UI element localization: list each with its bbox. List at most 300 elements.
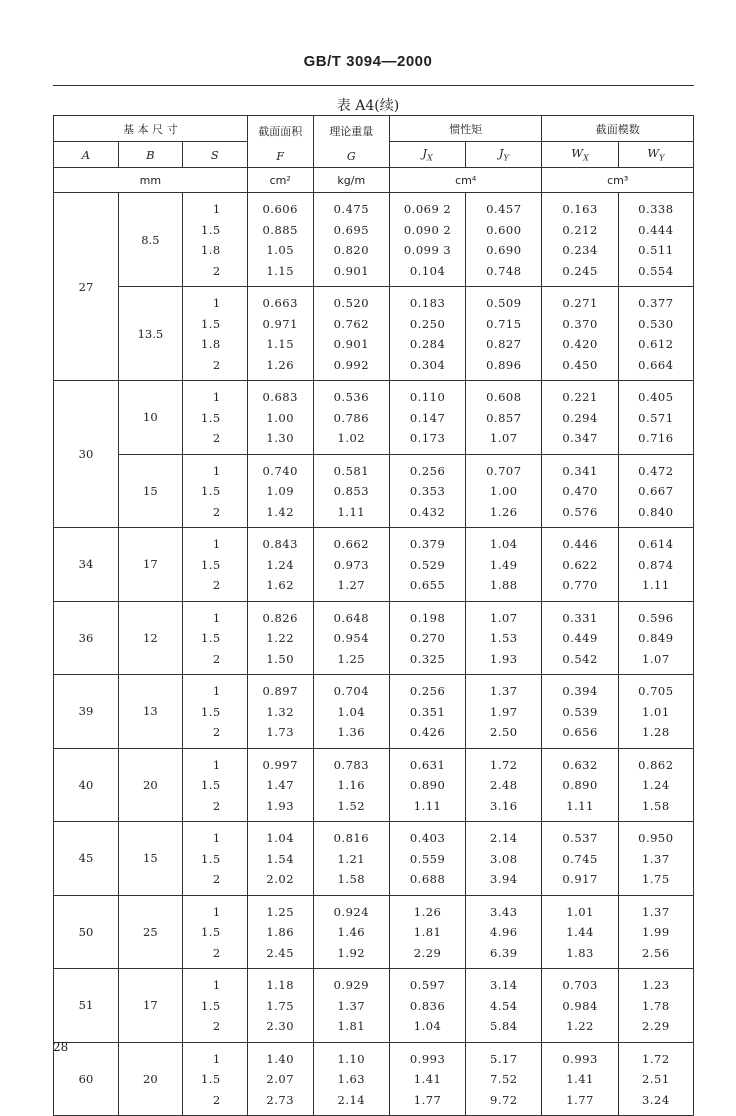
value: 0.648 xyxy=(333,610,370,625)
value: 1.53 xyxy=(490,631,518,645)
value: 1.5 xyxy=(200,316,221,331)
value: 1.22 xyxy=(266,631,295,645)
symbol-B: B xyxy=(118,142,182,168)
value: 0.571 xyxy=(638,410,674,425)
table-row xyxy=(54,381,694,455)
cell-Jx xyxy=(389,287,465,381)
value: 0.971 xyxy=(262,316,298,331)
area-header-label: 截面面积 xyxy=(258,125,303,138)
value: 1.04 xyxy=(490,537,518,551)
unit-cm3: cm³ xyxy=(542,168,694,193)
value: 1.11 xyxy=(413,798,442,813)
value: 1 xyxy=(212,1051,221,1066)
value: 1.15 xyxy=(266,337,295,351)
value: 0.347 xyxy=(562,431,598,445)
cell-Wy xyxy=(618,822,693,896)
value: 1.05 xyxy=(266,243,295,257)
cell-G xyxy=(313,528,389,602)
value: 1.41 xyxy=(566,1072,594,1086)
value: 2 xyxy=(212,798,221,813)
value: 0.857 xyxy=(486,410,522,425)
weight-header-label: 理论重量 xyxy=(329,125,374,138)
value: 1.5 xyxy=(200,851,221,866)
value: 0.849 xyxy=(638,631,674,645)
cell-Jx xyxy=(389,675,465,749)
value: 1.18 xyxy=(266,978,295,992)
value: 0.426 xyxy=(409,725,446,739)
value: 2.29 xyxy=(642,1019,670,1033)
value: 0.163 xyxy=(562,202,598,216)
cell-Jy xyxy=(466,895,542,969)
value: 0.403 xyxy=(409,831,446,845)
value: 1.5 xyxy=(200,222,221,237)
cell-S xyxy=(182,895,247,969)
value: 0.559 xyxy=(409,851,446,866)
value: 0.695 xyxy=(333,222,370,237)
symbol-Wy-letter: W xyxy=(647,146,660,161)
value: 1.93 xyxy=(490,651,518,666)
value: 0.539 xyxy=(562,704,598,719)
cell-A: 34 xyxy=(54,528,119,602)
cell-Wx xyxy=(542,822,618,896)
value: 1.72 xyxy=(642,1051,670,1066)
value: 0.703 xyxy=(562,978,598,992)
value: 0.662 xyxy=(333,537,370,551)
cell-A: 50 xyxy=(54,895,119,969)
cell-Wx xyxy=(542,1042,618,1116)
value: 1.01 xyxy=(566,904,594,919)
value: 1.37 xyxy=(337,998,366,1013)
value: 2 xyxy=(212,945,221,960)
table-row xyxy=(54,969,694,1043)
value: 1.27 xyxy=(337,578,366,592)
value: 1.09 xyxy=(266,484,295,498)
value: 1.5 xyxy=(200,631,221,645)
value: 1.86 xyxy=(266,925,295,939)
table-row xyxy=(54,454,694,528)
value: 0.457 xyxy=(486,202,522,216)
value: 1.23 xyxy=(642,978,670,992)
value: 1.58 xyxy=(337,872,366,886)
standard-code: GB/T 3094—2000 xyxy=(303,53,433,70)
value: 0.853 xyxy=(333,484,370,498)
value: 1.97 xyxy=(490,704,518,719)
value: 1.26 xyxy=(490,504,518,519)
value: 0.897 xyxy=(262,684,298,698)
value: 2.45 xyxy=(266,945,295,960)
value: 0.270 xyxy=(409,631,446,645)
value: 0.762 xyxy=(333,316,370,331)
value: 1 xyxy=(212,831,221,845)
inertia-header: 惯性矩 xyxy=(389,116,542,142)
value: 0.992 xyxy=(333,357,370,372)
value: 1.30 xyxy=(266,431,295,445)
cell-Jy xyxy=(466,528,542,602)
value: 1.81 xyxy=(413,925,442,939)
value: 1.21 xyxy=(337,851,366,866)
value: 1.01 xyxy=(642,704,670,719)
cell-Jx xyxy=(389,748,465,822)
cell-Wx xyxy=(542,895,618,969)
value: 0.688 xyxy=(409,872,446,886)
value: 1.11 xyxy=(337,504,366,519)
value: 0.294 xyxy=(562,410,598,425)
cell-B: 13.5 xyxy=(118,287,182,381)
value: 2.07 xyxy=(266,1072,295,1086)
value: 0.147 xyxy=(409,410,446,425)
value: 1.72 xyxy=(490,757,518,772)
cell-S xyxy=(182,675,247,749)
cell-G xyxy=(313,822,389,896)
value: 0.353 xyxy=(409,484,446,498)
value: 0.786 xyxy=(333,410,370,425)
cell-G xyxy=(313,969,389,1043)
value: 1.04 xyxy=(337,704,366,719)
symbol-Wy-sub: Y xyxy=(659,153,665,163)
cell-F xyxy=(247,381,313,455)
value: 1.5 xyxy=(200,778,221,792)
cell-Jy xyxy=(466,969,542,1043)
value: 1.25 xyxy=(337,651,366,666)
value: 0.183 xyxy=(409,296,446,310)
cell-G xyxy=(313,454,389,528)
value: 0.099 3 xyxy=(403,243,452,257)
table-row xyxy=(54,675,694,749)
value: 0.530 xyxy=(638,316,674,331)
cell-B: 17 xyxy=(118,528,182,602)
value: 0.256 xyxy=(409,463,446,478)
value: 3.94 xyxy=(490,872,518,886)
cell-Jx xyxy=(389,193,465,287)
value: 1.46 xyxy=(337,925,366,939)
value: 1.02 xyxy=(337,431,366,445)
value: 2.30 xyxy=(266,1019,295,1033)
value: 1.58 xyxy=(642,798,670,813)
unit-cm4: cm⁴ xyxy=(389,168,542,193)
value: 1.16 xyxy=(337,778,366,792)
cell-A: 27 xyxy=(54,193,119,381)
cell-Wy xyxy=(618,528,693,602)
value: 1.83 xyxy=(566,945,594,960)
cell-S xyxy=(182,969,247,1043)
symbol-Jy-letter: J xyxy=(498,146,504,161)
value: 1.5 xyxy=(200,998,221,1013)
cell-B: 12 xyxy=(118,601,182,675)
value: 0.377 xyxy=(638,296,674,310)
cell-Wy xyxy=(618,1042,693,1116)
value: 2.02 xyxy=(266,872,295,886)
value: 0.740 xyxy=(262,463,298,478)
value: 0.745 xyxy=(562,851,598,866)
value: 1 xyxy=(212,296,221,310)
unit-cm2: cm² xyxy=(247,168,313,193)
cell-G xyxy=(313,895,389,969)
value: 0.536 xyxy=(333,390,370,404)
value: 0.596 xyxy=(638,610,674,625)
area-header xyxy=(247,116,313,168)
value: 0.444 xyxy=(638,222,674,237)
value: 0.608 xyxy=(486,390,522,404)
cell-F xyxy=(247,1042,313,1116)
value: 1.37 xyxy=(642,851,670,866)
value: 1.54 xyxy=(266,851,295,866)
value: 2.51 xyxy=(642,1072,670,1086)
value: 0.509 xyxy=(486,296,522,310)
cell-Wx xyxy=(542,193,618,287)
value: 1.00 xyxy=(266,410,295,425)
value: 0.446 xyxy=(562,537,598,551)
cell-S xyxy=(182,454,247,528)
value: 0.631 xyxy=(409,757,446,772)
cell-B: 10 xyxy=(118,381,182,455)
cell-Wy xyxy=(618,895,693,969)
cell-Jy xyxy=(466,454,542,528)
value: 0.622 xyxy=(562,557,598,572)
value: 0.715 xyxy=(486,316,522,331)
modulus-header: 截面模数 xyxy=(542,116,694,142)
value: 0.245 xyxy=(562,263,598,278)
value: 0.655 xyxy=(409,578,446,592)
cell-S xyxy=(182,193,247,287)
value: 0.520 xyxy=(333,296,370,310)
cell-Wy xyxy=(618,287,693,381)
symbol-Jy-sub: Y xyxy=(503,153,509,163)
value: 0.683 xyxy=(262,390,298,404)
value: 1.50 xyxy=(266,651,295,666)
cell-B: 20 xyxy=(118,1042,182,1116)
value: 0.840 xyxy=(638,504,674,519)
value: 1 xyxy=(212,390,221,404)
value: 1.75 xyxy=(642,872,670,886)
cell-Wy xyxy=(618,193,693,287)
value: 0.271 xyxy=(562,296,598,310)
value: 2.14 xyxy=(490,831,518,845)
table-row xyxy=(54,287,694,381)
cell-A: 30 xyxy=(54,381,119,528)
value: 2 xyxy=(212,431,221,445)
cell-Jy xyxy=(466,287,542,381)
value: 0.612 xyxy=(638,337,674,351)
cell-B: 13 xyxy=(118,675,182,749)
value: 1 xyxy=(212,202,221,216)
value: 0.432 xyxy=(409,504,446,519)
value: 1.04 xyxy=(413,1019,442,1033)
value: 1.88 xyxy=(490,578,518,592)
cell-Jy xyxy=(466,193,542,287)
symbol-S: S xyxy=(182,142,247,168)
value: 1.99 xyxy=(642,925,670,939)
cell-S xyxy=(182,287,247,381)
cell-Jx xyxy=(389,969,465,1043)
cell-B: 17 xyxy=(118,969,182,1043)
value: 4.96 xyxy=(490,925,518,939)
cell-Wy xyxy=(618,969,693,1043)
value: 3.14 xyxy=(490,978,518,992)
value: 0.917 xyxy=(562,872,598,886)
value: 1.36 xyxy=(337,725,366,739)
symbol-Wx xyxy=(542,142,618,168)
page-number: 28 xyxy=(53,1040,69,1054)
value: 0.707 xyxy=(486,463,522,478)
cell-S xyxy=(182,822,247,896)
value: 0.954 xyxy=(333,631,370,645)
value: 5.17 xyxy=(490,1051,518,1066)
table-row xyxy=(54,528,694,602)
cell-Wx xyxy=(542,675,618,749)
value: 1.07 xyxy=(490,610,518,625)
value: 0.993 xyxy=(409,1051,446,1066)
value: 1.42 xyxy=(266,504,295,519)
value: 1 xyxy=(212,978,221,992)
cell-Jy xyxy=(466,1042,542,1116)
value: 1.8 xyxy=(200,337,221,351)
cell-G xyxy=(313,193,389,287)
value: 1.63 xyxy=(337,1072,366,1086)
value: 2.56 xyxy=(642,945,670,960)
cell-Jy xyxy=(466,601,542,675)
cell-S xyxy=(182,381,247,455)
value: 1.32 xyxy=(266,704,295,719)
value: 0.770 xyxy=(562,578,598,592)
value: 0.816 xyxy=(333,831,370,845)
cell-G xyxy=(313,287,389,381)
value: 0.576 xyxy=(562,504,598,519)
value: 1.5 xyxy=(200,410,221,425)
value: 0.338 xyxy=(638,202,674,216)
symbol-F: F xyxy=(276,150,285,163)
value: 1 xyxy=(212,537,221,551)
cell-F xyxy=(247,287,313,381)
cell-F xyxy=(247,895,313,969)
value: 0.663 xyxy=(262,296,298,310)
cell-A: 45 xyxy=(54,822,119,896)
value: 0.890 xyxy=(409,778,446,792)
value: 0.450 xyxy=(562,357,598,372)
value: 1.5 xyxy=(200,925,221,939)
value: 2 xyxy=(212,263,221,278)
value: 1 xyxy=(212,463,221,478)
value: 0.826 xyxy=(262,610,298,625)
symbol-G: G xyxy=(346,150,356,163)
cell-Jx xyxy=(389,1042,465,1116)
cell-B: 8.5 xyxy=(118,193,182,287)
cell-G xyxy=(313,748,389,822)
value: 0.929 xyxy=(333,978,370,992)
value: 2.14 xyxy=(337,1092,366,1107)
value: 1 xyxy=(212,610,221,625)
value: 3.16 xyxy=(490,798,518,813)
value: 0.705 xyxy=(638,684,674,698)
value: 1.52 xyxy=(337,798,366,813)
value: 0.250 xyxy=(409,316,446,331)
symbol-Wx-letter: W xyxy=(571,146,584,161)
cell-Wy xyxy=(618,381,693,455)
value: 1.5 xyxy=(200,1072,221,1086)
cell-B: 25 xyxy=(118,895,182,969)
value: 1.77 xyxy=(413,1092,442,1107)
value: 1.62 xyxy=(266,578,295,592)
unit-kgm: kg/m xyxy=(313,168,389,193)
cell-Wy xyxy=(618,454,693,528)
value: 2 xyxy=(212,1019,221,1033)
symbol-A: A xyxy=(54,142,119,168)
header-row-labels xyxy=(54,116,694,142)
value: 0.221 xyxy=(562,390,598,404)
value: 0.704 xyxy=(333,684,370,698)
value: 0.420 xyxy=(562,337,598,351)
value: 1.22 xyxy=(566,1019,594,1033)
cell-A: 51 xyxy=(54,969,119,1043)
value: 0.600 xyxy=(486,222,522,237)
symbol-Jx-sub: X xyxy=(427,153,433,163)
value: 0.885 xyxy=(262,222,298,237)
value: 1.11 xyxy=(566,798,594,813)
cell-F xyxy=(247,528,313,602)
value: 4.54 xyxy=(490,998,518,1013)
cell-Wy xyxy=(618,601,693,675)
cell-Wy xyxy=(618,748,693,822)
value: 0.256 xyxy=(409,684,446,698)
cell-S xyxy=(182,1042,247,1116)
cell-G xyxy=(313,381,389,455)
value: 2 xyxy=(212,578,221,592)
value: 1.07 xyxy=(490,431,518,445)
cell-A: 40 xyxy=(54,748,119,822)
value: 0.284 xyxy=(409,337,446,351)
unit-mm: mm xyxy=(54,168,248,193)
symbol-Jy xyxy=(466,142,542,168)
value: 0.394 xyxy=(562,684,598,698)
table-title: 表 A4(续) xyxy=(336,98,400,114)
value: 1 xyxy=(212,684,221,698)
value: 1.78 xyxy=(642,998,670,1013)
table-row xyxy=(54,1042,694,1116)
value: 0.173 xyxy=(409,431,446,445)
table-row xyxy=(54,601,694,675)
value: 0.212 xyxy=(562,222,598,237)
value: 1.8 xyxy=(200,243,221,257)
value: 1.44 xyxy=(566,925,594,939)
value: 0.581 xyxy=(333,463,370,478)
symbol-Jx xyxy=(389,142,465,168)
cell-S xyxy=(182,528,247,602)
value: 1.49 xyxy=(490,557,518,572)
value: 0.862 xyxy=(638,757,674,772)
basic-dimensions-header: 基 本 尺 寸 xyxy=(54,116,248,142)
cell-F xyxy=(247,675,313,749)
value: 0.896 xyxy=(486,357,522,372)
value: 1.5 xyxy=(200,484,221,498)
value: 2 xyxy=(212,725,221,739)
cell-Jy xyxy=(466,381,542,455)
cell-F xyxy=(247,454,313,528)
value: 1.37 xyxy=(642,904,670,919)
value: 1.77 xyxy=(566,1092,594,1107)
value: 0.475 xyxy=(333,202,370,216)
cell-B: 15 xyxy=(118,822,182,896)
value: 2 xyxy=(212,872,221,886)
value: 1.37 xyxy=(490,684,518,698)
value: 1.10 xyxy=(337,1051,366,1066)
cell-B: 20 xyxy=(118,748,182,822)
value: 1.41 xyxy=(413,1072,442,1086)
value: 1.26 xyxy=(413,904,442,919)
value: 1.24 xyxy=(266,557,295,572)
cell-Jx xyxy=(389,381,465,455)
value: 0.351 xyxy=(409,704,446,719)
table-row xyxy=(54,748,694,822)
symbol-Wx-sub: X xyxy=(583,153,589,163)
